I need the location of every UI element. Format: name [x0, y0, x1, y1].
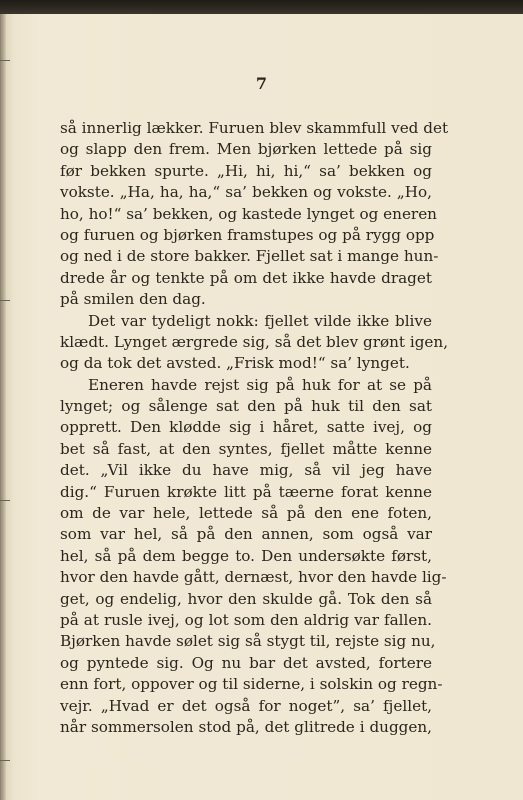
- text-line: opprett. Den klødde sig i håret, satte ivej, og: [60, 418, 432, 437]
- text-line: det. „Vil ikke du have mig, så vil jeg have: [60, 461, 432, 480]
- page-number: 7: [255, 74, 268, 93]
- text-line: enn fort, oppover og til siderne, i solskin og regn-: [60, 675, 443, 694]
- scan-top-edge: [0, 0, 523, 14]
- text-line: dig.“ Furuen krøkte litt på tæerne forat kenne: [60, 482, 432, 501]
- text-line: og furuen og bjørken framstupes og på rygg opp: [60, 225, 435, 244]
- text-line: Eneren havde rejst sig på huk for at se på: [88, 375, 432, 394]
- text-line: og ned i de store bakker. Fjellet sat i mange hun-: [60, 247, 439, 266]
- text-line: Det var tydeligt nokk: fjellet vilde ikke blive: [88, 311, 432, 330]
- text-line: på smilen den dag.: [60, 290, 206, 309]
- text-line: når sommersolen stod på, det glitrede i duggen,: [60, 717, 432, 736]
- text-line: om de var hele, lettede så på den ene foten,: [60, 504, 432, 523]
- text-line: vejr. „Hvad er det også for noget”, sa’ fjellet,: [60, 696, 432, 715]
- body-text: [60, 118, 449, 738]
- text-line: og slapp den frem. Men bjørken lettede på sig: [60, 140, 432, 159]
- text-line: bet så fast, at den syntes, fjellet måtte kenne: [60, 439, 432, 458]
- text-line: så innerlig lækker. Furuen blev skammfull ved det: [60, 119, 449, 137]
- text-line: klædt. Lynget ærgrede sig, så det blev grønt igen,: [60, 332, 449, 351]
- text-line: ho, ho!“ sa’ bekken, og kastede lynget og eneren: [60, 204, 437, 223]
- text-line: og da tok det avsted. „Frisk mod!“ sa’ lynget.: [60, 354, 410, 373]
- text-line: Bjørken havde sølet sig så stygt til, rejste sig nu,: [60, 632, 436, 651]
- text-line: og pyntede sig. Og nu bar det avsted, fortere: [60, 653, 432, 672]
- text-line: før bekken spurte. „Hi, hi, hi,“ sa’ bekken og: [60, 161, 432, 180]
- text-line: get, og endelig, hvor den skulde gå. Tok den så: [60, 589, 432, 608]
- page-edge-mark: [0, 760, 10, 761]
- page-edge-mark: [0, 300, 10, 301]
- text-line: hel, så på dem begge to. Den undersøkte først,: [60, 546, 432, 565]
- page-binding-shadow: [0, 14, 6, 800]
- text-line: hvor den havde gått, dernæst, hvor den havde lig-: [60, 568, 447, 587]
- text-line: vokste. „Ha, ha, ha,“ sa’ bekken og vokste. „Ho,: [60, 183, 432, 202]
- page-edge-mark: [0, 60, 10, 61]
- page-edge-mark: [0, 500, 10, 501]
- text-line: drede år og tenkte på om det ikke havde draget: [60, 268, 432, 287]
- text-line: lynget; og sålenge sat den på huk til den sat: [60, 397, 432, 416]
- text-line: på at rusle ivej, og lot som den aldrig var fallen.: [60, 610, 432, 629]
- text-line: som var hel, så på den annen, som også var: [60, 525, 432, 544]
